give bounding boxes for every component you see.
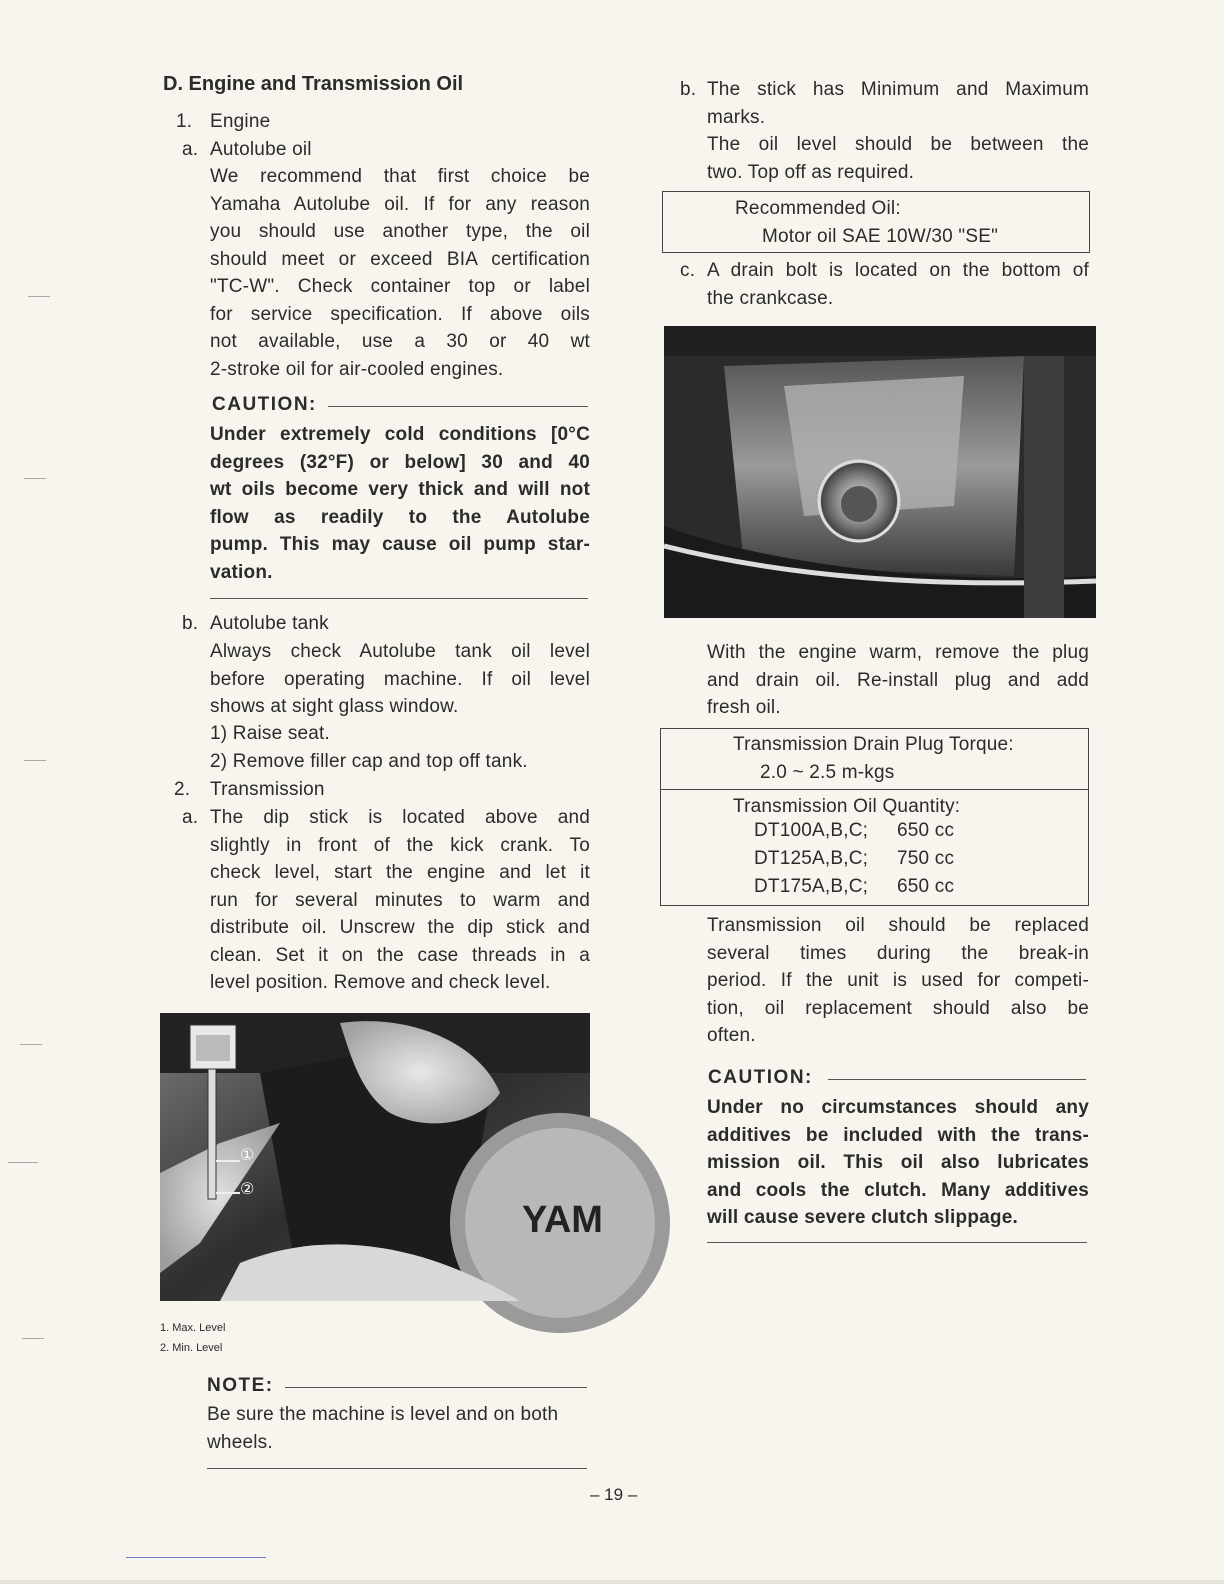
quantity-row [754, 845, 954, 873]
text-line: distribute oil. Unscrew the dip stick and [210, 917, 590, 938]
text-line: fresh oil. [707, 697, 781, 718]
yamaha-logo-text: YAM [522, 1199, 603, 1241]
quantity-label: Transmission Oil Quantity: [733, 796, 961, 817]
caution-title: CAUTION: [708, 1067, 813, 1088]
text-line: tion, oil replacement should also be [707, 997, 1089, 1019]
item-letter: c. [680, 260, 696, 281]
recommended-oil-label: Recommended Oil: [735, 198, 901, 219]
text-line: Be sure the machine is level and on both [207, 1404, 559, 1425]
replacement-paragraph [707, 912, 1089, 1050]
step-raise-seat: 1) Raise seat. [210, 723, 331, 744]
text-line: before operating machine. If oil level [210, 668, 590, 690]
caution-rule [328, 406, 588, 407]
text-line: clean. Set it on the case threads in a [210, 944, 590, 966]
transmission-spec-box [660, 728, 1089, 906]
legend-item: 1. Max. Level [160, 1322, 226, 1334]
text-line: level position. Remove and check level. [210, 972, 551, 993]
text-line: run for several minutes to warm and [210, 889, 590, 911]
drain-bolt-paragraph [707, 257, 1089, 312]
recommended-oil-box [662, 191, 1090, 253]
quantity-row [754, 817, 954, 845]
text-line: you should use another type, the oil [210, 221, 590, 242]
autolube-tank-heading: Autolube tank [210, 613, 329, 634]
spec-divider [661, 789, 1088, 790]
item-letter: a. [182, 139, 199, 160]
page-number: – 19 – [590, 1485, 638, 1504]
autolube-oil-heading: Autolube oil [210, 139, 312, 160]
text-line: Always check Autolube tank oil level [210, 641, 590, 662]
item-letter: b. [182, 613, 199, 634]
text-line: shows at sight glass window. [210, 696, 459, 717]
note-title: NOTE: [207, 1375, 274, 1396]
text-line: We recommend that first choice be [210, 166, 590, 187]
text-line: The stick has Minimum and Maximum [707, 79, 1089, 100]
margin-mark [24, 760, 46, 761]
text-line: the crankcase. [707, 287, 834, 309]
item-letter: b. [680, 79, 697, 100]
text-line: 2-stroke oil for air-cooled engines. [210, 358, 504, 380]
text-line: mission oil. This oil also lubricates [707, 1152, 1089, 1173]
drain-instructions [707, 639, 1089, 722]
scan-bottom-edge [0, 1580, 1224, 1584]
text-line: degrees (32°F) or below] 30 and 40 [210, 451, 590, 473]
transmission-heading: Transmission [210, 779, 325, 800]
item-number: 2. [174, 779, 191, 800]
margin-mark [24, 478, 46, 479]
text-line: flow as readily to the Autolube [210, 506, 590, 528]
note-text [207, 1401, 589, 1456]
torque-label: Transmission Drain Plug Torque: [733, 734, 1014, 755]
photo-legend [160, 1318, 225, 1358]
text-line: Yamaha Autolube oil. If for any reason [210, 193, 590, 215]
note-end-rule [207, 1468, 587, 1469]
text-line: for service specification. If above oils [210, 303, 590, 325]
crankcase-photo [664, 326, 1096, 618]
text-line: wt oils become very thick and will not [210, 479, 590, 500]
text-line: A drain bolt is located on the bottom of [707, 260, 1089, 281]
autolube-oil-paragraph [210, 163, 590, 383]
note-rule [285, 1387, 587, 1388]
quantity-model: DT175A,B,C; [754, 876, 869, 897]
text-line: Under no circumstances should any [707, 1097, 1089, 1118]
dip-stick-photo [160, 1013, 603, 1301]
text-line: will cause severe clutch slippage. [707, 1207, 1018, 1228]
crankcase-photo-graphic [664, 326, 1096, 618]
text-line: "TC-W". Check container top or label [210, 276, 590, 297]
text-line: check level, start the engine and let it [210, 862, 590, 883]
text-line: pump. This may cause oil pump star- [210, 534, 590, 555]
caution-end-rule [707, 1242, 1087, 1243]
item-letter: a. [182, 807, 199, 828]
callout-min-level: ② [240, 1181, 255, 1198]
text-line: vation. [210, 561, 273, 583]
dip-stick-paragraph [210, 804, 590, 997]
text-line: several times during the break-in [707, 942, 1089, 964]
text-line: slightly in front of the kick crank. To [210, 834, 590, 856]
quantity-row [754, 873, 954, 901]
caution-rule [828, 1079, 1086, 1080]
callout-max-level: ① [240, 1147, 255, 1164]
text-line: With the engine warm, remove the plug [707, 642, 1089, 663]
caution-title: CAUTION: [212, 394, 317, 415]
engine-heading: Engine [210, 111, 271, 132]
margin-mark [28, 296, 50, 297]
text-line: The dip stick is located above and [210, 807, 590, 828]
item-number: 1. [176, 111, 193, 132]
text-line: additives be included with the trans- [707, 1124, 1089, 1146]
quantity-model: DT100A,B,C; [754, 820, 869, 841]
text-line: Under extremely cold conditions [0°C [210, 424, 590, 445]
text-line: Transmission oil should be replaced [707, 915, 1089, 936]
scan-artifact-line [126, 1557, 266, 1558]
quantity-amount: 650 cc [897, 876, 955, 897]
autolube-tank-paragraph [210, 638, 590, 721]
text-line: wheels. [207, 1431, 273, 1453]
text-line: marks. [707, 106, 766, 128]
text-line: and drain oil. Re-install plug and add [707, 669, 1089, 691]
text-line: often. [707, 1025, 756, 1046]
text-line: and cools the clutch. Many additives [707, 1179, 1089, 1201]
text-line: period. If the unit is used for competi- [707, 970, 1089, 991]
margin-mark [20, 1044, 42, 1045]
stick-marks-paragraph [707, 76, 1089, 186]
section-title: D. Engine and Transmission Oil [163, 73, 464, 95]
step-remove-cap: 2) Remove filler cap and top off tank. [210, 751, 528, 772]
caution-end-rule [210, 598, 588, 599]
caution-text [707, 1094, 1089, 1232]
quantity-amount: 750 cc [897, 848, 955, 869]
text-line: The oil level should be between the [707, 134, 1089, 155]
torque-value: 2.0 ~ 2.5 m-kgs [760, 762, 895, 783]
quantity-amount: 650 cc [897, 820, 955, 841]
caution-text [210, 421, 590, 586]
quantity-model: DT125A,B,C; [754, 848, 869, 869]
legend-item: 2. Min. Level [160, 1342, 223, 1354]
dip-stick-photo-graphic [160, 1013, 590, 1301]
text-line: not available, use a 30 or 40 wt [210, 331, 590, 352]
margin-mark [8, 1162, 38, 1163]
margin-mark [22, 1338, 44, 1339]
recommended-oil-value: Motor oil SAE 10W/30 "SE" [762, 226, 999, 247]
text-line: should meet or exceed BIA certification [210, 248, 590, 270]
text-line: two. Top off as required. [707, 161, 915, 183]
